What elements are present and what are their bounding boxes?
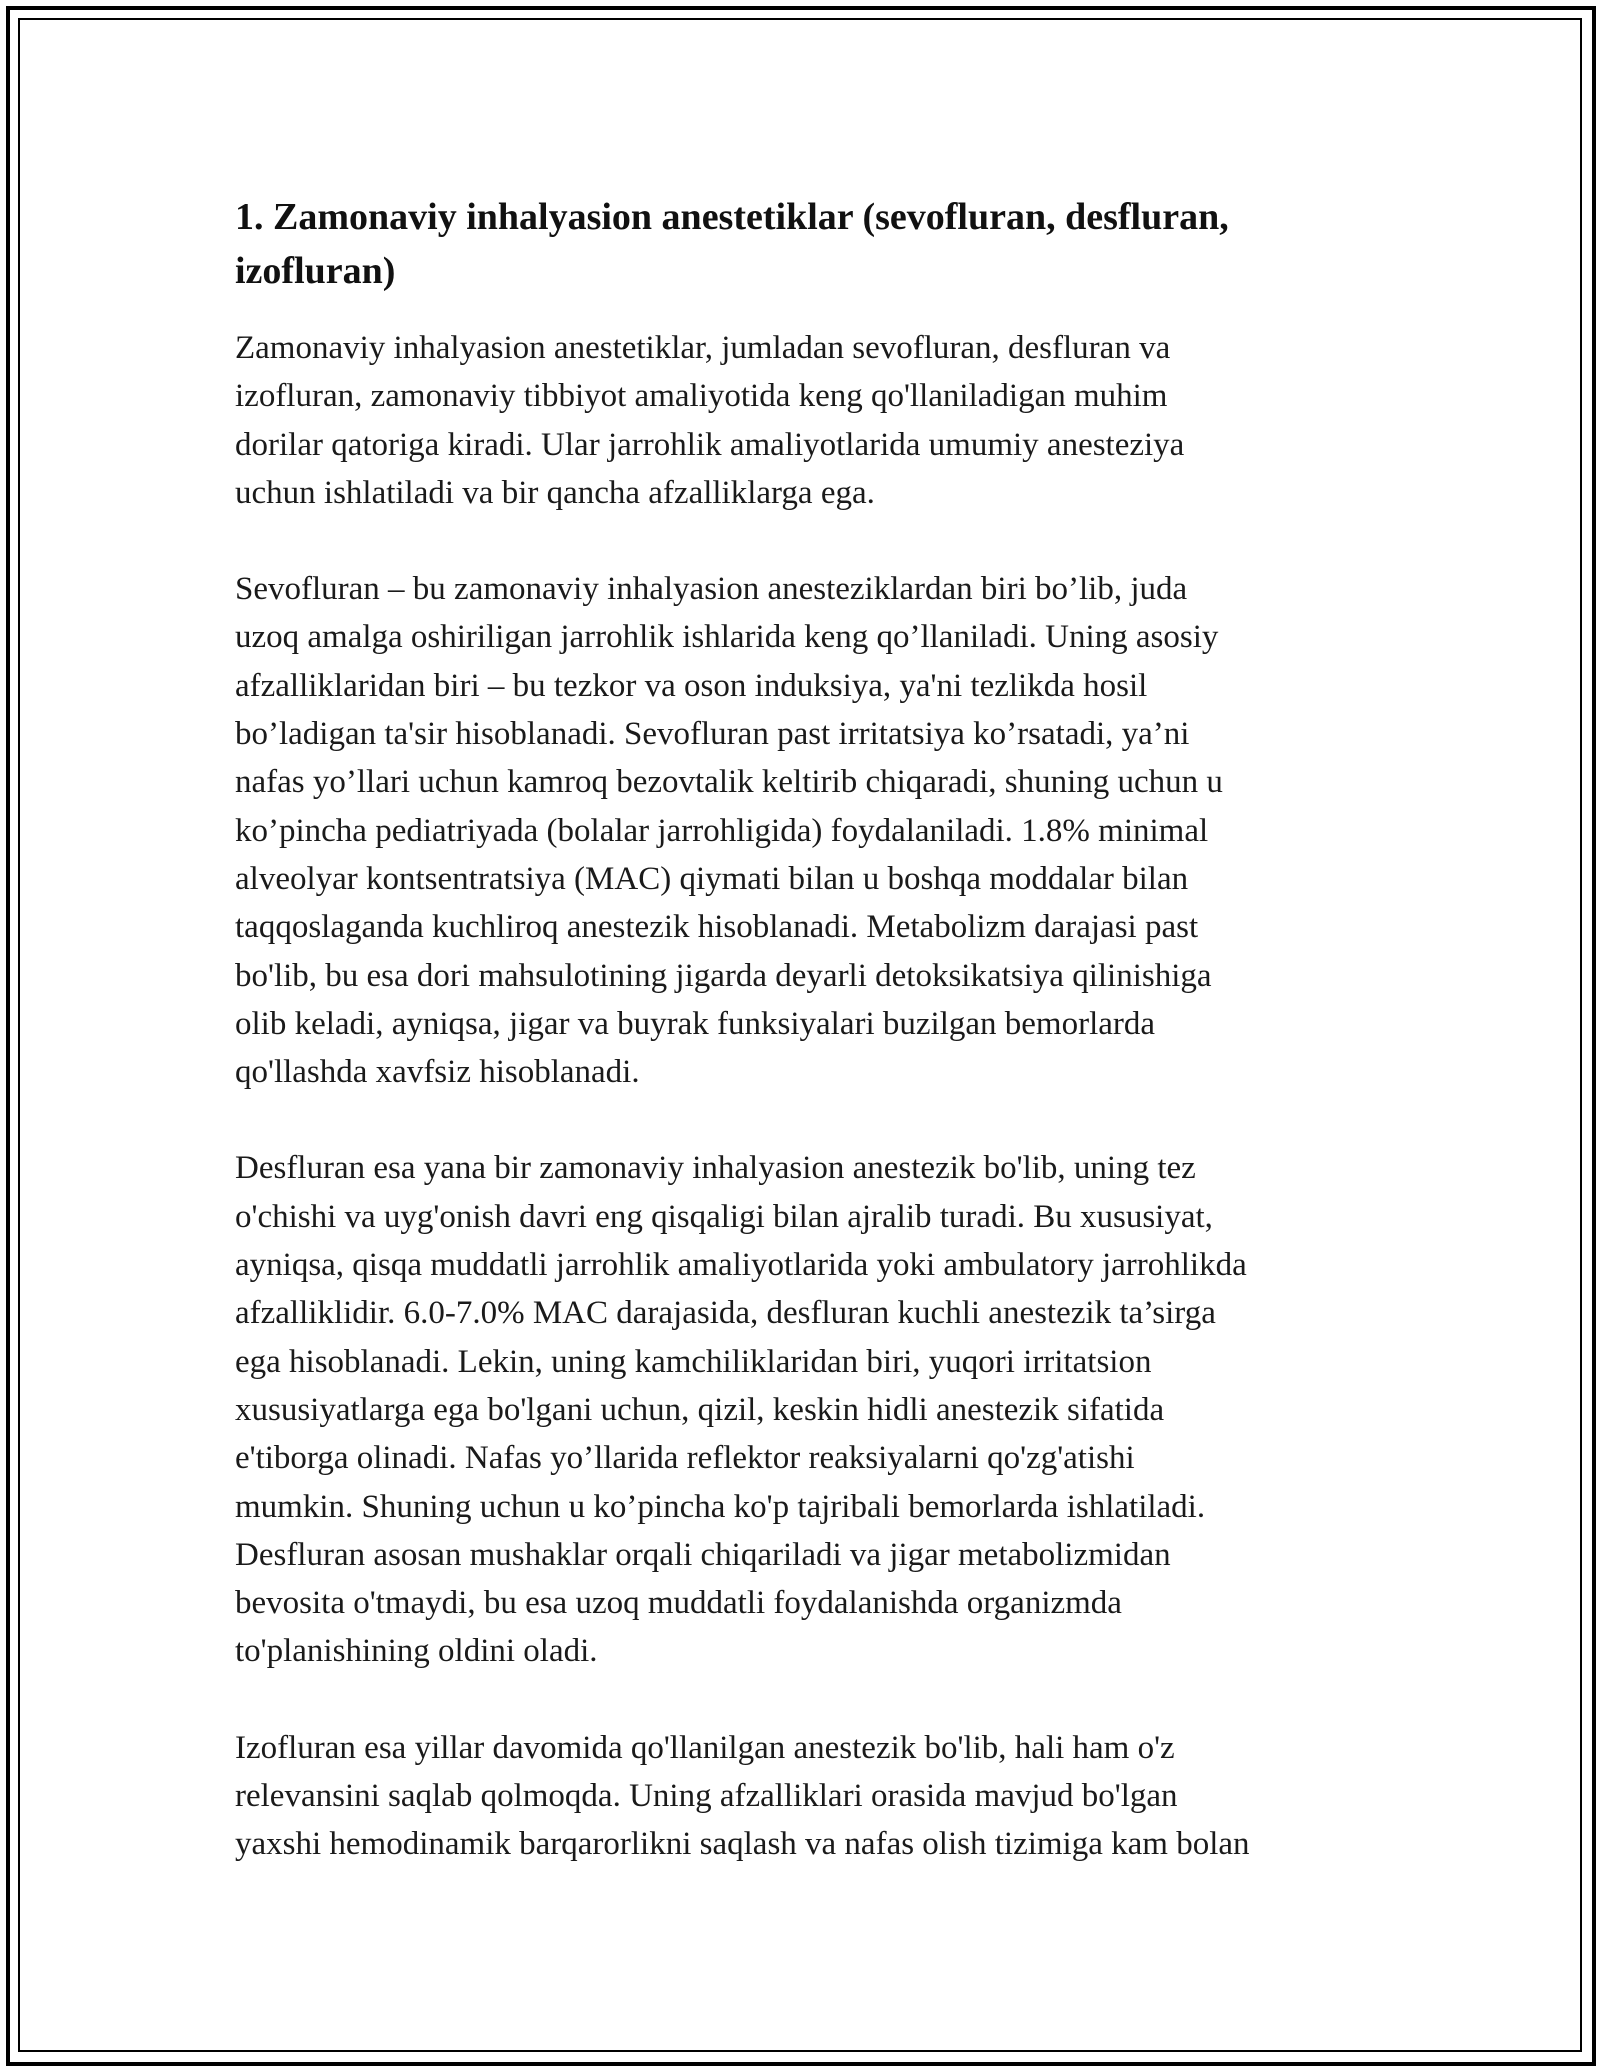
- paragraph-line: xususiyatlarga ega bo'lgani uchun, qizil, keskin hidli anestezik sifatida: [235, 1391, 1165, 1428]
- paragraph-line: izofluran, zamonaviy tibbiyot amaliyotida keng qo'llaniladigan muhim: [235, 378, 1168, 415]
- paragraph: [235, 324, 1375, 517]
- paragraph-line: alveolyar kontsentratsiya (MAC) qiymati bilan u boshqa moddalar bilan: [235, 860, 1189, 897]
- paragraph-line: afzalliklaridan biri – bu tezkor va oson induksiya, ya'ni tezlikda hosil: [235, 667, 1148, 704]
- paragraph: [235, 565, 1375, 1096]
- paragraph-line: uzoq amalga oshiriligan jarrohlik ishlarida keng qo’llaniladi. Uning asosiy: [235, 619, 1219, 656]
- paragraph-line: nafas yo’llari uchun kamroq bezovtalik keltirib chiqaradi, shuning uchun u: [235, 764, 1223, 801]
- paragraph-line: Izofluran esa yillar davomida qo'llanilgan anestezik bo'lib, hali ham o'z: [235, 1729, 1175, 1766]
- paragraph-line: bo'lib, bu esa dori mahsulotining jigarda deyarli detoksikatsiya qilinishiga: [235, 957, 1212, 994]
- paragraph-line: taqqoslaganda kuchliroq anestezik hisoblanadi. Metabolizm darajasi past: [235, 909, 1199, 946]
- paragraph-line: relevansini saqlab qolmoqda. Uning afzalliklari orasida mavjud bo'lgan: [235, 1778, 1178, 1815]
- paragraph-line: mumkin. Shuning uchun u ko’pincha ko'p tajribali bemorlarda ishlatiladi.: [235, 1488, 1206, 1525]
- paragraph-line: dorilar qatoriga kiradi. Ular jarrohlik amaliyotlarida umumiy anesteziya: [235, 426, 1185, 463]
- paragraph-line: ega hisoblanadi. Lekin, uning kamchiliklaridan biri, yuqori irritatsion: [235, 1343, 1152, 1380]
- section-heading: [235, 190, 1375, 298]
- paragraph-line: bevosita o'tmaydi, bu esa uzoq muddatli foydalanishda organizmda: [235, 1585, 1122, 1622]
- paragraph-line: bo’ladigan ta'sir hisoblanadi. Sevofluran past irritatsiya ko’rsatadi, ya’ni: [235, 716, 1190, 753]
- paragraph-line: uchun ishlatiladi va bir qancha afzalliklarga ega.: [235, 474, 875, 511]
- document-body: [235, 190, 1375, 1917]
- paragraph-line: afzalliklidir. 6.0-7.0% MAC darajasida, desfluran kuchli anestezik ta’sirga: [235, 1295, 1216, 1332]
- paragraph: [235, 1724, 1375, 1869]
- paragraph-line: o'chishi va uyg'onish davri eng qisqaligi bilan ajralib turadi. Bu xususiyat,: [235, 1198, 1213, 1235]
- paragraph-list: [235, 324, 1375, 1869]
- paragraph-line: ko’pincha pediatriyada (bolalar jarrohligida) foydalaniladi. 1.8% minimal: [235, 812, 1209, 849]
- paragraph-line: Zamonaviy inhalyasion anestetiklar, jumladan sevofluran, desfluran va: [235, 330, 1171, 366]
- heading-line: izofluran): [235, 250, 396, 292]
- paragraph-line: ayniqsa, qisqa muddatli jarrohlik amaliyotlarida yoki ambulatory jarrohlikda: [235, 1247, 1247, 1284]
- paragraph-line: yaxshi hemodinamik barqarorlikni saqlash va nafas olish tizimiga kam bolan: [235, 1826, 1250, 1863]
- heading-line: 1. Zamonaviy inhalyasion anestetiklar (sevofluran, desfluran,: [235, 196, 1229, 238]
- paragraph-line: qo'llashda xavfsiz hisoblanadi.: [235, 1054, 640, 1091]
- paragraph-line: Sevofluran – bu zamonaviy inhalyasion anesteziklardan biri bo’lib, juda: [235, 571, 1188, 608]
- paragraph-line: e'tiborga olinadi. Nafas yo’llarida reflektor reaksiyalarni qo'zg'atishi: [235, 1440, 1135, 1477]
- paragraph-line: to'planishining oldini oladi.: [235, 1633, 598, 1670]
- paragraph-line: olib keladi, ayniqsa, jigar va buyrak funksiyalari buzilgan bemorlarda: [235, 1005, 1156, 1042]
- paragraph-line: Desfluran esa yana bir zamonaviy inhalyasion anestezik bo'lib, uning tez: [235, 1150, 1196, 1187]
- paragraph: [235, 1144, 1375, 1675]
- paragraph-line: Desfluran asosan mushaklar orqali chiqariladi va jigar metabolizmidan: [235, 1536, 1171, 1573]
